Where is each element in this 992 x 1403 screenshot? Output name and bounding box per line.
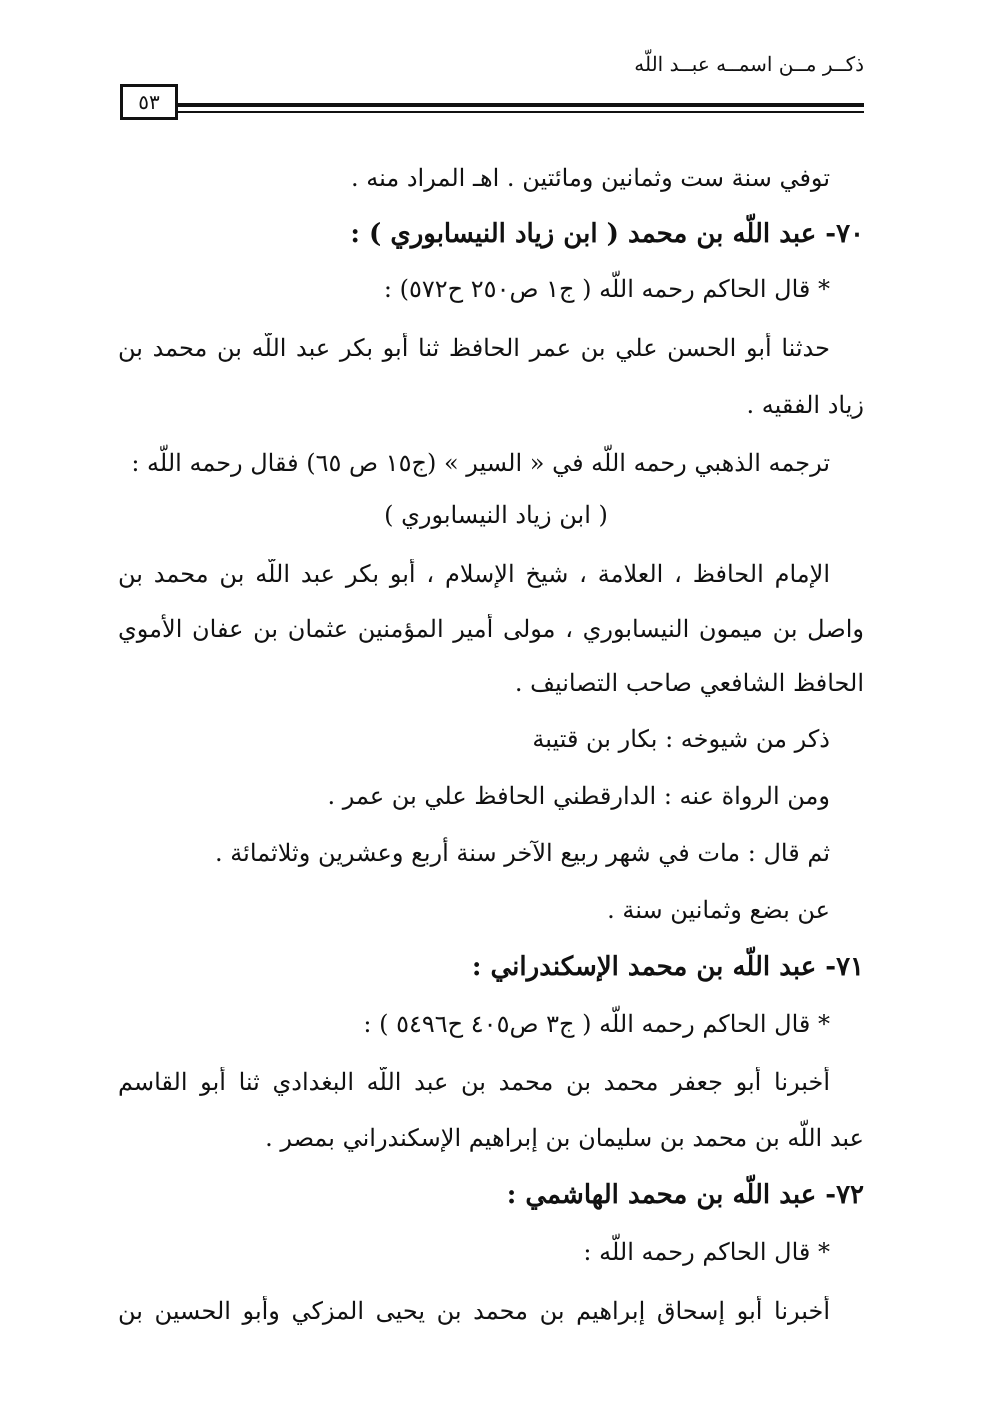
text-line: ثم قال : مات في شهر ربيع الآخر سنة أربع وعشرين وثلاثمائة . xyxy=(215,839,830,867)
text-line: الحافظ الشافعي صاحب التصانيف . xyxy=(514,669,864,697)
text-line: حدثنا أبو الحسن علي بن عمر الحافظ ثنا أبو بكر عبد اللّه بن محمد بن xyxy=(118,334,830,362)
text-line: أخبرنا أبو جعفر محمد بن محمد بن عبد اللّه البغدادي ثنا أبو القاسم xyxy=(118,1068,830,1096)
text-line: عن بضع وثمانين سنة . xyxy=(607,896,830,924)
text-line: عبد اللّه بن محمد بن سليمان بن إبراهيم الإسكندراني بمصر . xyxy=(265,1124,864,1152)
running-title: ذكــر مــن اسمــه عبــد اللّه xyxy=(634,52,864,76)
page-number: ٥٣ xyxy=(120,84,178,120)
text-line: الإمام الحافظ ، العلامة ، شيخ الإسلام ، أبو بكر عبد اللّه بن محمد بن xyxy=(118,560,830,588)
text-line: * قال الحاكم رحمه اللّه : xyxy=(583,1238,830,1266)
text-line: ذكر من شيوخه : بكار بن قتيبة xyxy=(532,725,830,753)
header-rule-thick xyxy=(178,103,864,107)
text-line: واصل بن ميمون النيسابوري ، مولى أمير المؤمنين عثمان بن عفان الأموي xyxy=(118,615,864,643)
entry-heading-72: ٧٢- عبد اللّه بن محمد الهاشمي : xyxy=(506,1180,864,1210)
centered-title: ( ابن زياد النيسابوري ) xyxy=(384,501,608,529)
text-line: * قال الحاكم رحمه اللّه ( ج٣ ص٤٠٥ ح٥٤٩٦ ) : xyxy=(363,1010,830,1038)
text-line: ومن الرواة عنه : الدارقطني الحافظ علي بن عمر . xyxy=(327,782,830,810)
text-line: توفي سنة ست وثمانين ومائتين . اهـ المراد منه . xyxy=(351,164,830,192)
text-line: * قال الحاكم رحمه اللّه ( ج١ ص٢٥٠ ح٥٧٢) : xyxy=(383,275,830,303)
text-line: أخبرنا أبو إسحاق إبراهيم بن محمد بن يحيى المزكي وأبو الحسين بن xyxy=(118,1297,830,1325)
entry-heading-70: ٧٠- عبد اللّه بن محمد ( ابن زياد النيسابوري ) : xyxy=(350,219,864,249)
text-line: زياد الفقيه . xyxy=(746,391,864,419)
header-rule-thin xyxy=(178,111,864,113)
text-line: ترجمه الذهبي رحمه اللّه في « السير » (ج١٥ ص ٦٥) فقال رحمه اللّه : xyxy=(131,449,830,477)
entry-heading-71: ٧١- عبد اللّه بن محمد الإسكندراني : xyxy=(471,952,864,982)
